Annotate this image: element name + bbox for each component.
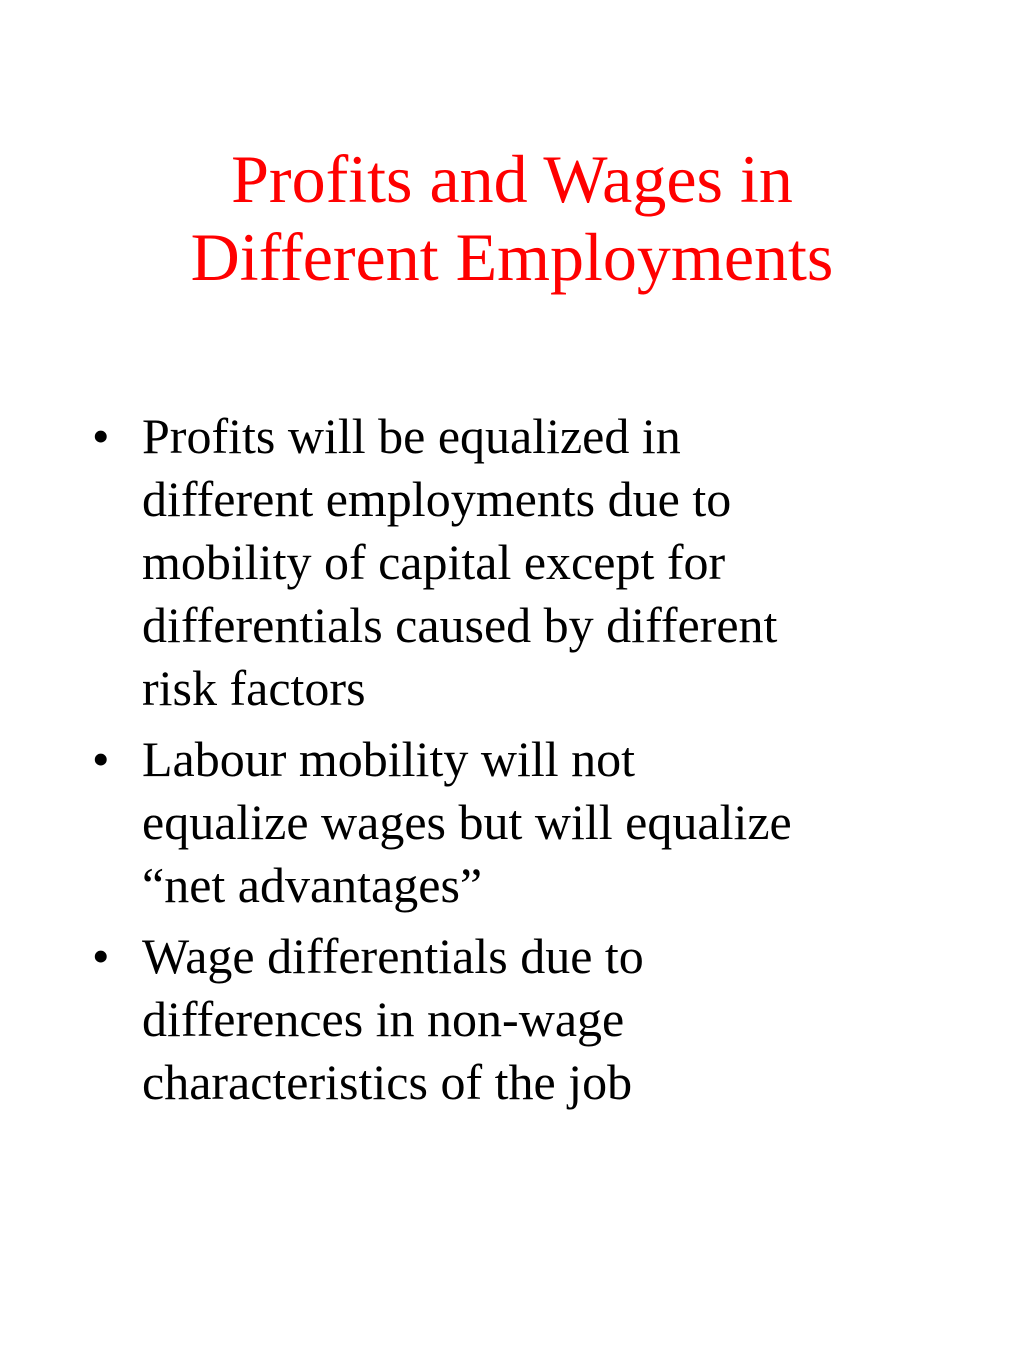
bullet-line: differences in non-wage	[142, 991, 625, 1047]
title-line-2: Different Employments	[190, 219, 834, 295]
bullet-icon: •	[92, 408, 110, 464]
bullet-item-wage-differentials	[92, 925, 972, 1114]
bullet-line: mobility of capital except for	[142, 534, 726, 590]
bullet-icon: •	[92, 928, 110, 984]
bullet-item-profits	[92, 405, 972, 720]
bullet-list	[92, 405, 972, 1122]
bullet-line: Wage differentials due to	[142, 928, 644, 984]
bullet-line: characteristics of the job	[142, 1054, 633, 1110]
bullet-line: differentials caused by different	[142, 597, 778, 653]
bullet-line: different employments due to	[142, 471, 732, 527]
slide-title	[60, 140, 964, 296]
bullet-item-labour-mobility	[92, 728, 972, 917]
bullet-line: Profits will be equalized in	[142, 408, 681, 464]
bullet-line: Labour mobility will not	[142, 731, 636, 787]
bullet-line: “net advantages”	[142, 857, 483, 913]
bullet-icon: •	[92, 731, 110, 787]
title-line-1: Profits and Wages in	[231, 141, 793, 217]
bullet-line: risk factors	[142, 660, 366, 716]
bullet-line: equalize wages but will equalize	[142, 794, 792, 850]
